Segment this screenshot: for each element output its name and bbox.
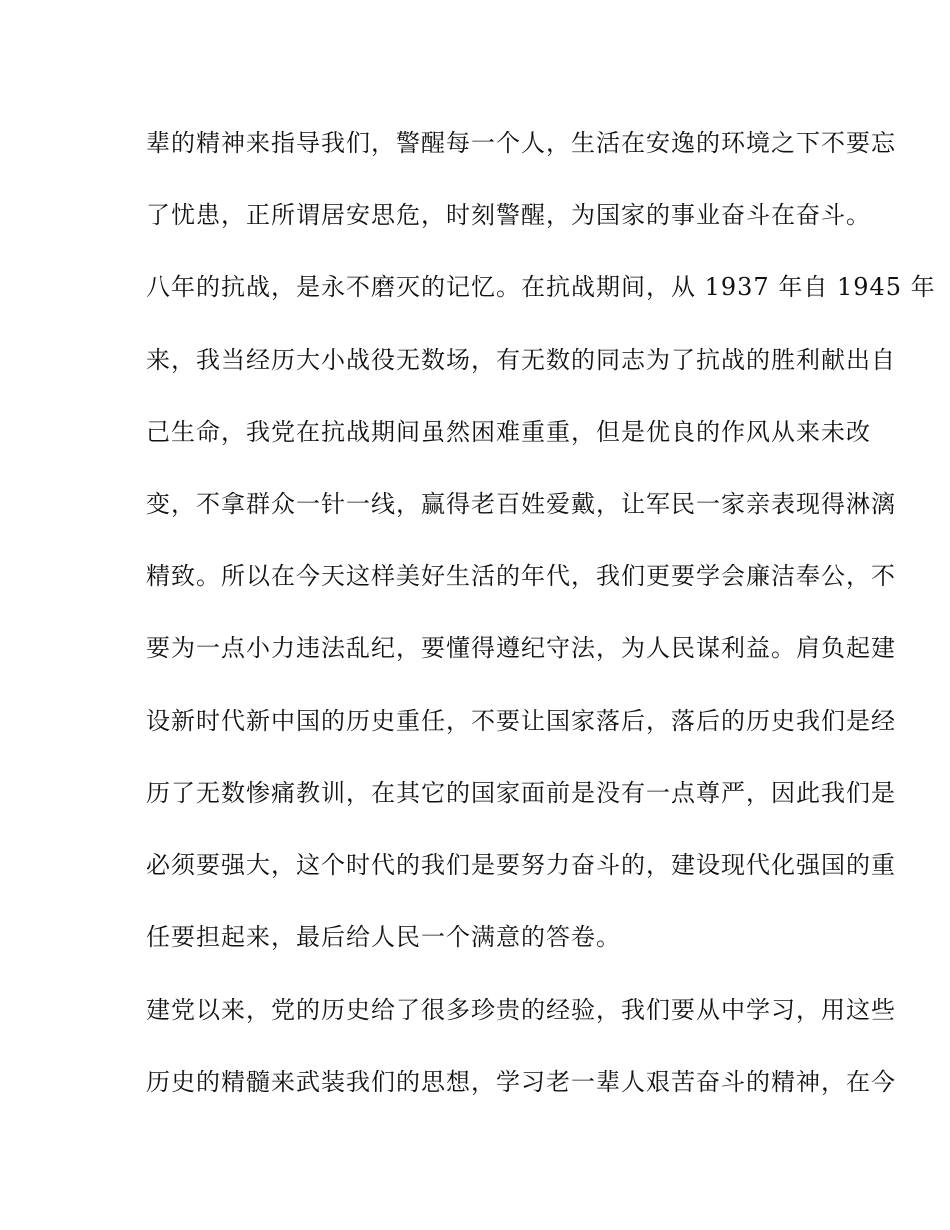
text-line: 精致。所以在今天这样美好生活的年代，我们更要学会廉洁奉公，不	[146, 562, 896, 590]
text-line: 八年的抗战，是永不磨灭的记忆。在抗战期间，从 1937 年自 1945 年	[146, 273, 936, 301]
text-line: 辈的精神来指导我们，警醒每一个人，生活在安逸的环境之下不要忘	[146, 129, 896, 157]
text-line: 历了无数惨痛教训，在其它的国家面前是没有一点尊严，因此我们是	[146, 779, 896, 807]
text-line: 变，不拿群众一针一线，赢得老百姓爱戴，让军民一家亲表现得淋漓	[146, 490, 896, 518]
text-line: 要为一点小力违法乱纪，要懂得遵纪守法，为人民谋利益。肩负起建	[146, 634, 896, 662]
text-line: 历史的精髓来武装我们的思想，学习老一辈人艰苦奋斗的精神，在今	[146, 1068, 896, 1096]
text-line: 必须要强大，这个时代的我们是要努力奋斗的，建设现代化强国的重	[146, 851, 896, 879]
text-line: 建党以来，党的历史给了很多珍贵的经验，我们要从中学习，用这些	[146, 996, 896, 1024]
text-line: 来，我当经历大小战役无数场，有无数的同志为了抗战的胜利献出自	[146, 346, 896, 374]
text-line: 己生命，我党在抗战期间虽然困难重重，但是优良的作风从来未改	[146, 418, 871, 446]
text-line: 任要担起来，最后给人民一个满意的答卷。	[146, 923, 621, 951]
text-line: 了忧患，正所谓居安思危，时刻警醒，为国家的事业奋斗在奋斗。	[146, 201, 871, 229]
text-line: 设新时代新中国的历史重任，不要让国家落后，落后的历史我们是经	[146, 707, 896, 735]
